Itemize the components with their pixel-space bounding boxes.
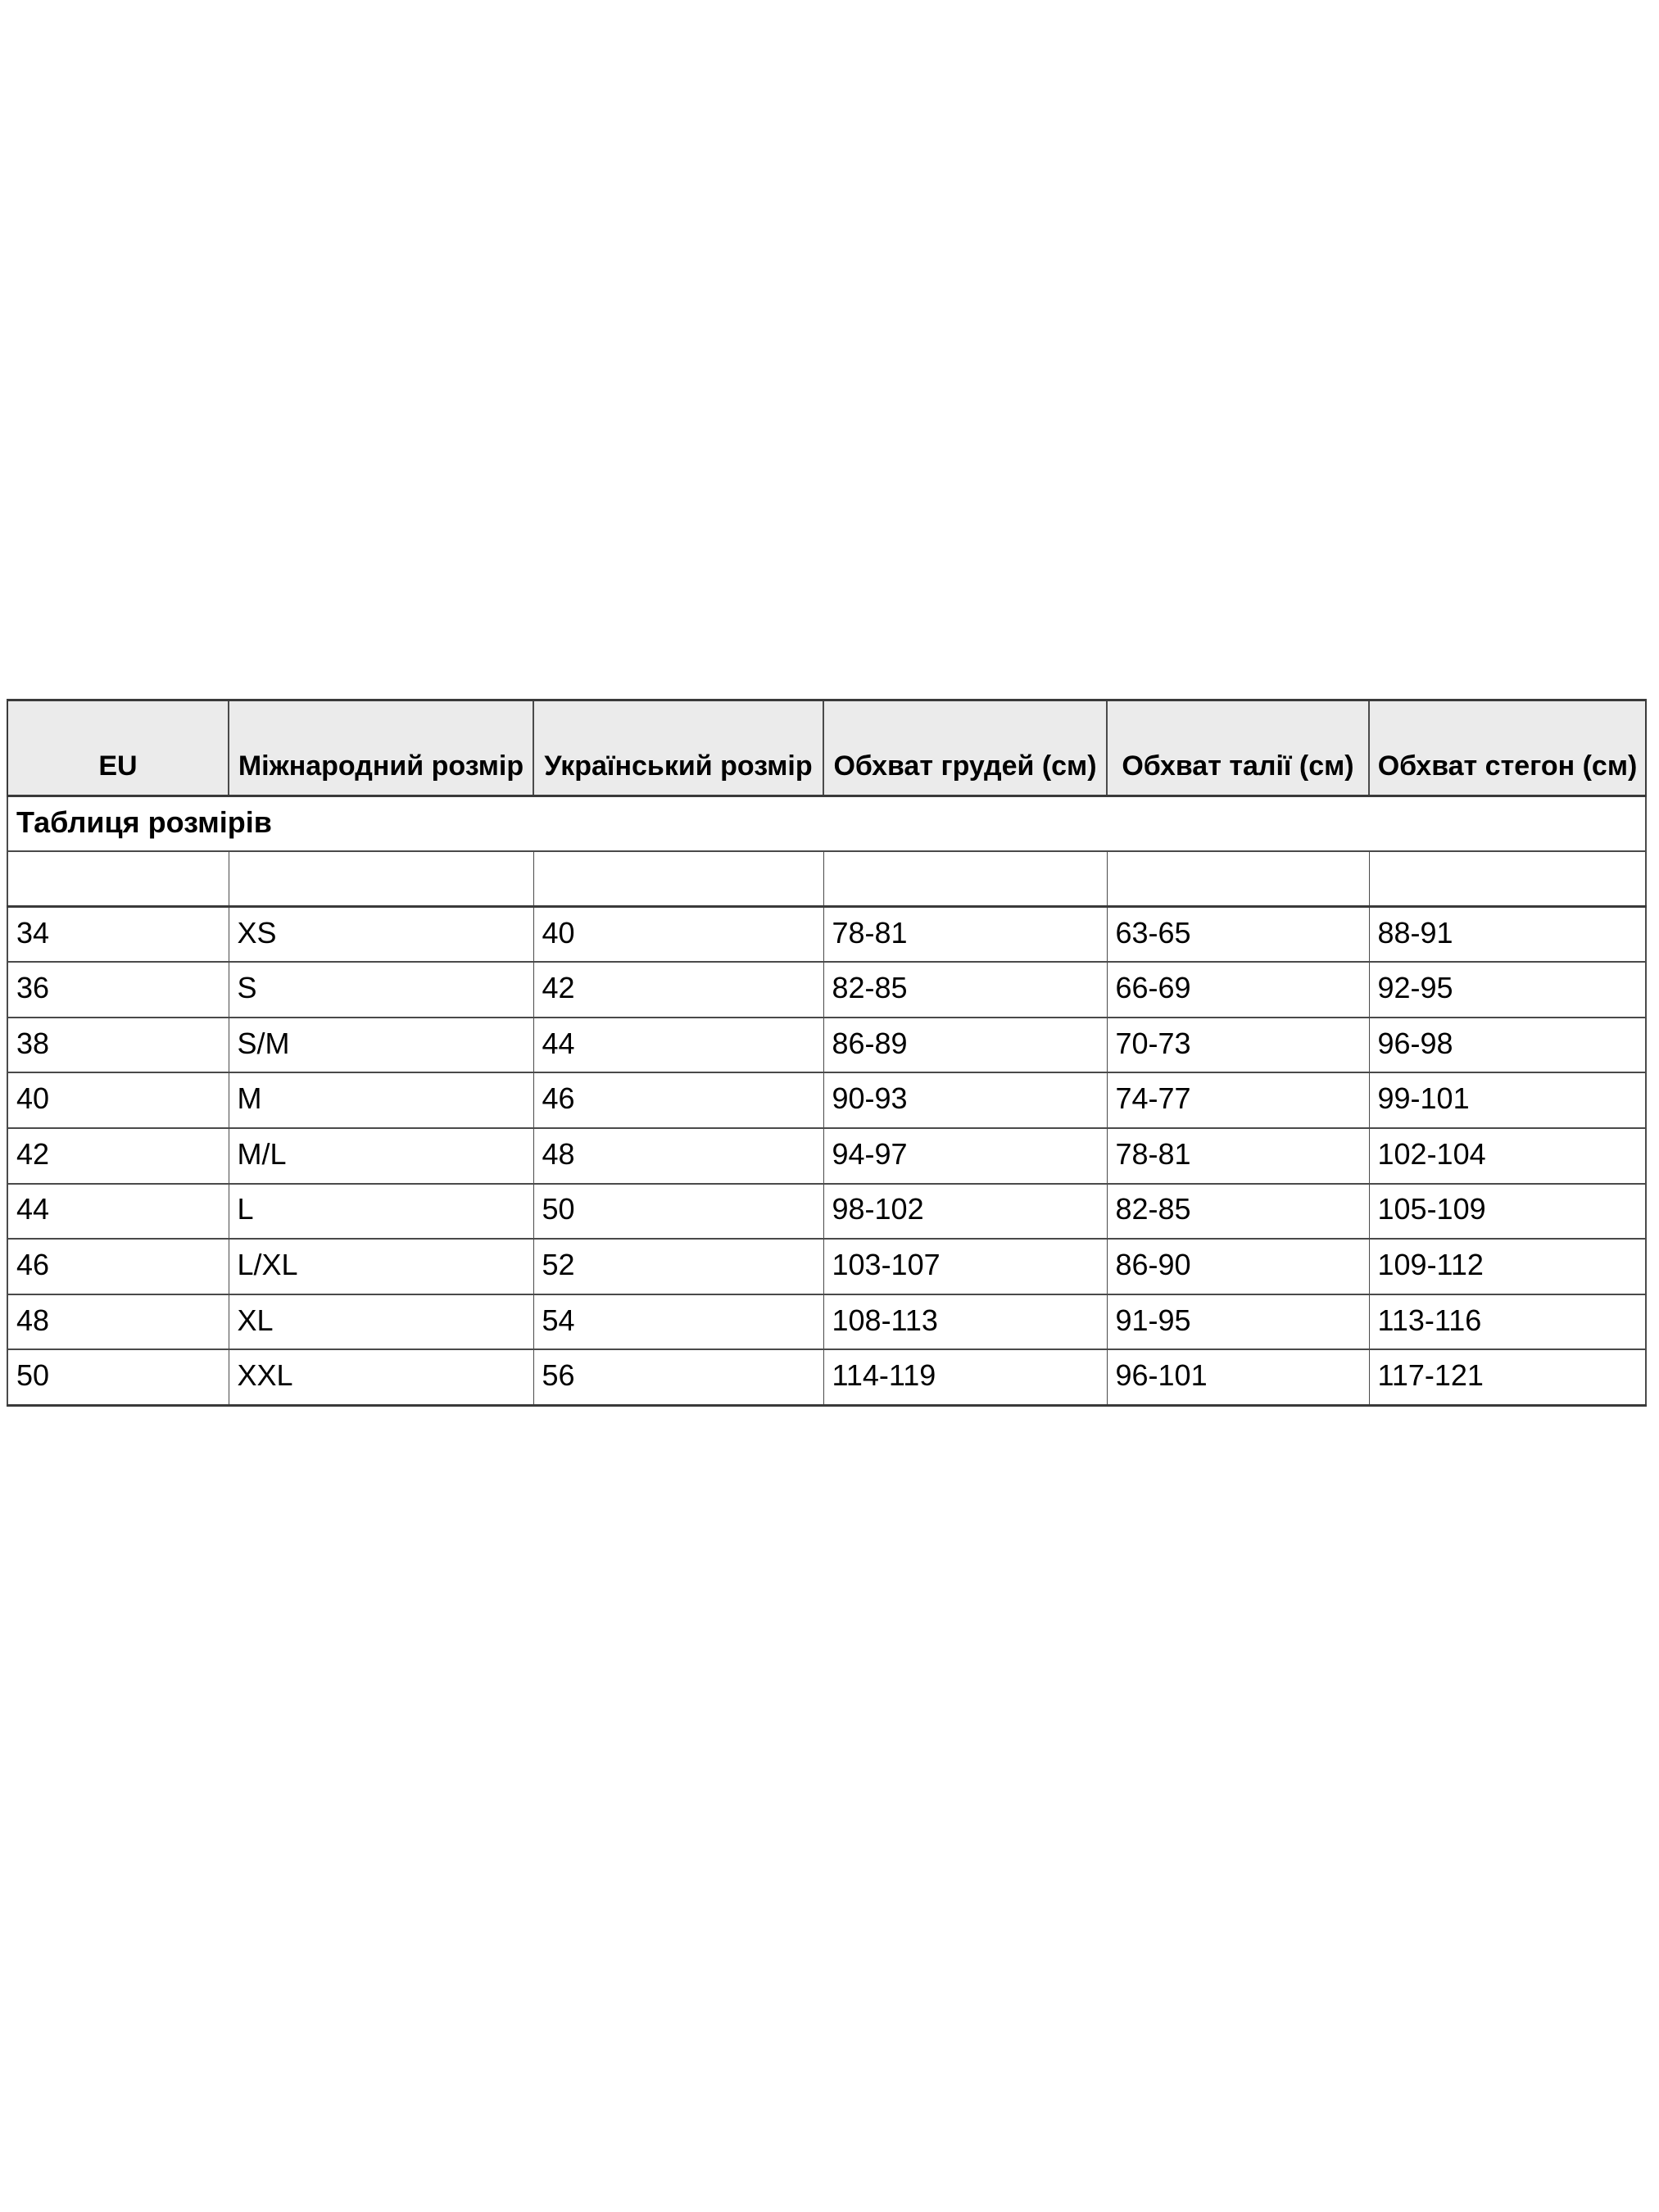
table-cell: 90-93 [823,1072,1107,1128]
table-cell: 86-90 [1107,1239,1369,1294]
table-cell: 82-85 [1107,1184,1369,1240]
table-cell: 40 [533,907,823,963]
column-header-international: Міжнародний розмір [229,700,533,796]
table-row [7,1239,1646,1294]
table-cell: 36 [7,962,229,1018]
table-row [7,962,1646,1018]
spacer-cell [1369,851,1646,907]
spacer-cell [533,851,823,907]
table-row [7,1128,1646,1184]
table-cell: 52 [533,1239,823,1294]
table-cell: 92-95 [1369,962,1646,1018]
spacer-cell [7,851,229,907]
table-cell: 48 [7,1294,229,1350]
table-cell: 48 [533,1128,823,1184]
table-cell: 108-113 [823,1294,1107,1350]
table-cell: S/M [229,1018,533,1073]
table-cell: XS [229,907,533,963]
table-row [7,1018,1646,1073]
table-row [7,1349,1646,1405]
table-cell: 113-116 [1369,1294,1646,1350]
table-cell: 91-95 [1107,1294,1369,1350]
table-cell: XXL [229,1349,533,1405]
table-cell: 114-119 [823,1349,1107,1405]
table-cell: 70-73 [1107,1018,1369,1073]
table-cell: 86-89 [823,1018,1107,1073]
table-cell: 44 [533,1018,823,1073]
table-cell: 54 [533,1294,823,1350]
table-cell: M/L [229,1128,533,1184]
table-cell: 74-77 [1107,1072,1369,1128]
table-row [7,1294,1646,1350]
table-cell: 78-81 [1107,1128,1369,1184]
table-cell: 99-101 [1369,1072,1646,1128]
table-cell: 46 [533,1072,823,1128]
table-cell: 103-107 [823,1239,1107,1294]
table-cell: 44 [7,1184,229,1240]
column-header-waist: Обхват талії (см) [1107,700,1369,796]
table-cell: 66-69 [1107,962,1369,1018]
table-cell: S [229,962,533,1018]
spacer-cell [229,851,533,907]
column-header-ukrainian: Український розмір [533,700,823,796]
table-cell: 102-104 [1369,1128,1646,1184]
table-cell: 98-102 [823,1184,1107,1240]
spacer-cell [1107,851,1369,907]
table-row [7,1072,1646,1128]
spacer-cell [823,851,1107,907]
table-cell: L/XL [229,1239,533,1294]
table-cell: 38 [7,1018,229,1073]
table-cell: L [229,1184,533,1240]
column-header-eu: EU [7,700,229,796]
table-cell: 78-81 [823,907,1107,963]
table-cell: M [229,1072,533,1128]
table-row [7,1184,1646,1240]
table-cell: 40 [7,1072,229,1128]
table-cell: 109-112 [1369,1239,1646,1294]
table-row [7,907,1646,963]
table-cell: 96-101 [1107,1349,1369,1405]
table-cell: 46 [7,1239,229,1294]
table-cell: 94-97 [823,1128,1107,1184]
table-cell: 105-109 [1369,1184,1646,1240]
table-header-row [7,700,1646,796]
table-title-row [7,796,1646,852]
table-title: Таблиця розмірів [7,796,1646,852]
table-cell: XL [229,1294,533,1350]
table-cell: 117-121 [1369,1349,1646,1405]
table-cell: 42 [7,1128,229,1184]
table-cell: 50 [533,1184,823,1240]
column-header-hips: Обхват стегон (см) [1369,700,1646,796]
table-cell: 50 [7,1349,229,1405]
table-cell: 88-91 [1369,907,1646,963]
table-cell: 96-98 [1369,1018,1646,1073]
column-header-chest: Обхват грудей (см) [823,700,1107,796]
table-cell: 42 [533,962,823,1018]
table-body [7,907,1646,1405]
table-spacer-row [7,851,1646,907]
table-cell: 34 [7,907,229,963]
table-cell: 82-85 [823,962,1107,1018]
table-cell: 63-65 [1107,907,1369,963]
size-table [7,699,1647,1407]
table-cell: 56 [533,1349,823,1405]
